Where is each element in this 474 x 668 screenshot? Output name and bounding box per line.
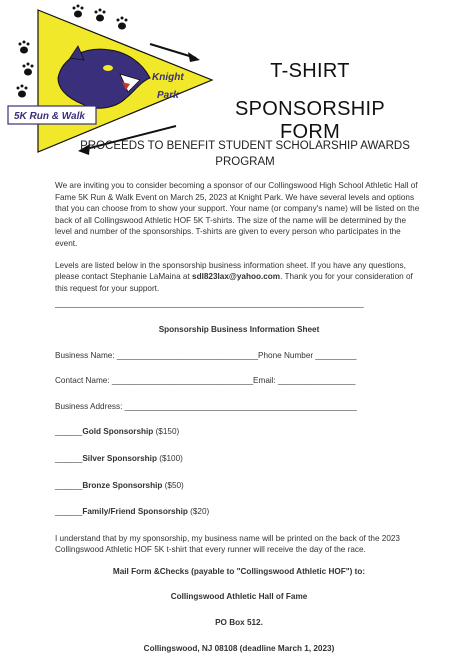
sheet-title: Sponsorship Business Information Sheet [158,324,320,334]
contact-email-link[interactable]: sdl823lax@yahoo.com [192,272,281,282]
level-silver[interactable] [55,453,423,465]
level-blank: ______ [55,507,83,517]
agreement-paragraph: I understand that by my sponsorship, my business name will be printed on the back of the 2023 Collingswood Athletic HOF 5K t-shirt that every runner will receive the day of the race. [55,533,400,555]
level-price: ($100) [156,453,183,463]
levels-text-after: . Thank you for your consideration of this request for your support. [55,272,413,293]
logo-school-line2: Park [157,90,179,101]
logo-school-line1: Knight [152,72,184,83]
level-blank: ______ [55,453,83,463]
level-price: ($150) [153,427,180,437]
level-price: ($50) [162,480,184,490]
level-name: Bronze Sponsorship [82,480,163,490]
subtitle-line2: PROGRAM [215,156,275,168]
contact-name-field[interactable]: Contact Name: _______________________________Email: _________________ [55,376,356,386]
intro-paragraph: We are inviting you to consider becoming a sponsor of our Collingswood High School Athletic Hall of Fame 5K Run & Walk Event on March 25, 2023 at Knight Park. We have several levels and options that you can choose from to show your support. Your name (or company's name) will be listed on the back of all Collingswood Athletic HOF 5K T-shirts. The size of the name will be determined by the level and number of the sponsorships. T-shirts are given to every person who participates in the event. [55,181,420,248]
level-bronze[interactable] [55,480,423,492]
level-name: Gold Sponsorship [82,427,154,437]
logo-event: 5K Run & Walk [14,111,85,122]
business-address-field[interactable]: Business Address: ___________________________________________________ [55,401,357,411]
levels-text-before: Levels are listed below in the sponsorship business information sheet. If you have any questions, please contact Stephanie LaMaina at [55,260,406,282]
address-line2: PO Box 512. [215,618,263,628]
divider-line: ______________________________________________________________________________ [55,299,364,309]
level-name: Silver Sponsorship [82,453,157,463]
form-title-line2: SPONSORSHIP FORM [235,98,385,143]
address-line1: Collingswood Athletic Hall of Fame [170,592,308,602]
level-name: Family/Friend Sponsorship [82,507,188,517]
address-line3: Collingswood, NJ 08108 (deadline March 1, 2023) [143,643,335,653]
level-family-friend[interactable] [55,506,423,518]
levels-paragraph [55,260,423,295]
level-blank: ______ [55,427,83,437]
mail-instructions: Mail Form &Checks (payable to "Collingswood Athletic HOF") to: [112,566,366,576]
knight-park-5k-logo [0,0,230,160]
form-title-line1: T-SHIRT [270,60,350,82]
form-body [55,180,423,668]
subtitle-line1: PROCEEDS TO BENEFIT STUDENT SCHOLARSHIP AWARDS [80,140,410,152]
level-gold[interactable] [55,426,423,438]
level-blank: ______ [55,480,83,490]
level-price: ($20) [187,507,210,517]
business-name-field[interactable]: Business Name: _______________________________Phone Number _________ [55,350,357,360]
subtitle [60,138,430,170]
